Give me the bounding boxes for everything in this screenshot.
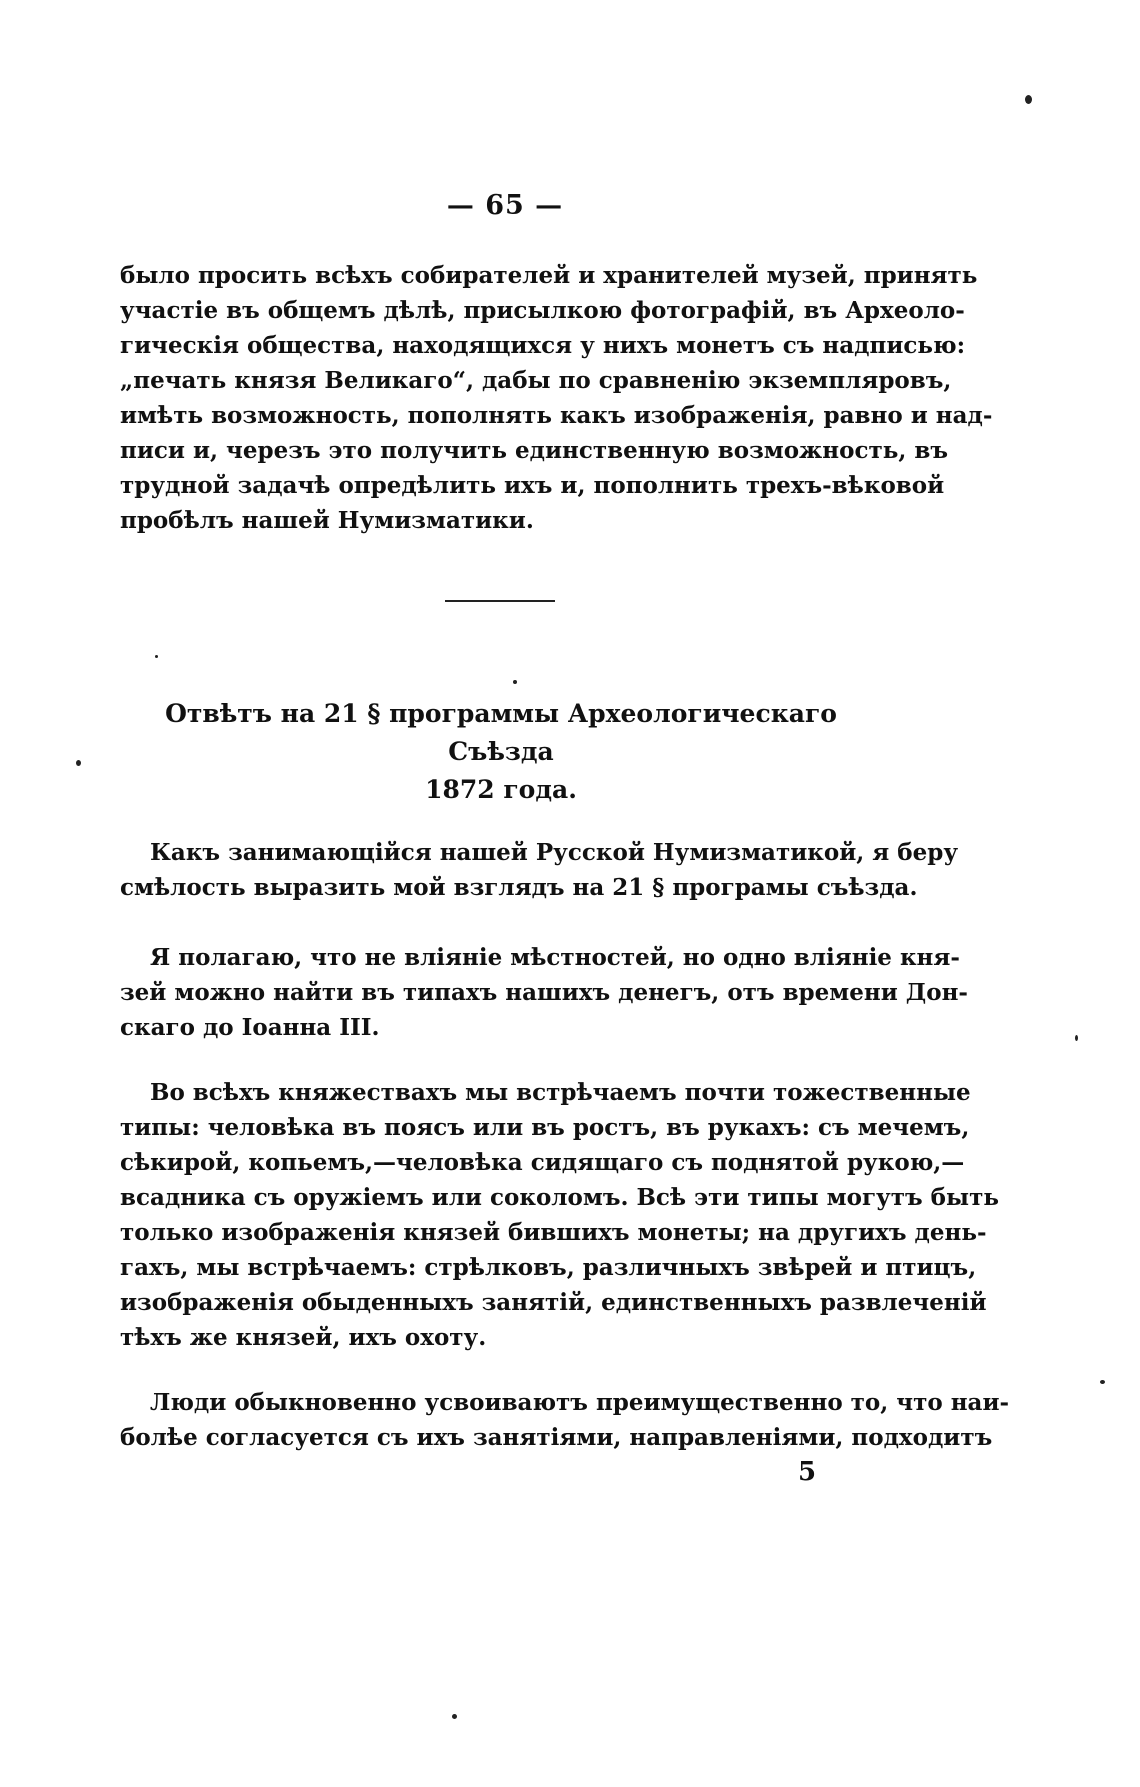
heading-line: 1872 года. — [425, 775, 577, 804]
scan-speck — [452, 1714, 457, 1719]
text-line: Я полагаю, что не вліяніе мѣстностей, но одно вліяніе кня- — [150, 944, 960, 971]
text-line: пробѣлъ нашей Нумизматики. — [120, 507, 534, 534]
page-number: — 65 — — [446, 190, 564, 221]
text-line: „печать князя Великаго“, дабы по сравненію экземпляровъ, — [120, 367, 952, 394]
text-line: зей можно найти въ типахъ нашихъ денегъ, отъ времени Дон- — [120, 979, 968, 1006]
text-line: гахъ, мы встрѣчаемъ: стрѣлковъ, различныхъ звѣрей и птицъ, — [120, 1254, 977, 1281]
paragraph — [120, 835, 959, 905]
text-line: Во всѣхъ княжествахъ мы встрѣчаемъ почти тожественные — [150, 1079, 971, 1106]
signature-mark: 5 — [798, 1457, 817, 1487]
text-line: скаго до Іоанна III. — [120, 1014, 380, 1041]
text-line: только изображенія князей бившихъ монеты; на другихъ день- — [120, 1219, 987, 1246]
scan-speck — [1025, 95, 1032, 104]
text-line: Какъ занимающійся нашей Русской Нумизматикой, я беру — [150, 839, 959, 866]
text-line: тѣхъ же князей, ихъ охоту. — [120, 1324, 487, 1351]
scan-speck — [76, 760, 81, 766]
text-line: имѣть возможность, пополнять какъ изображенія, равно и над- — [120, 402, 993, 429]
scan-speck — [1075, 1035, 1078, 1041]
text-line: Люди обыкновенно усвоиваютъ преимущественно то, что наи- — [150, 1389, 1010, 1416]
paragraph — [120, 1075, 999, 1355]
text-line: изображенія обыденныхъ занятій, единственныхъ развлеченій — [120, 1289, 987, 1316]
text-line: типы: человѣка въ поясъ или въ ростъ, въ рукахъ: съ мечемъ, — [120, 1114, 970, 1141]
text-line: смѣлость выразить мой взглядъ на 21 § програмы съѣзда. — [120, 874, 918, 901]
text-line: сѣкирой, копьемъ,—человѣка сидящаго съ поднятой рукою,— — [120, 1149, 965, 1176]
text-line: писи и, черезъ это получить единственную возможность, въ — [120, 437, 948, 464]
scan-speck — [513, 680, 517, 684]
scan-speck — [155, 655, 158, 658]
scan-speck — [1100, 1380, 1105, 1384]
text-line: участіе въ общемъ дѣлѣ, присылкою фотографій, въ Археоло- — [120, 297, 965, 324]
text-line: всадника съ оружіемъ или соколомъ. Всѣ эти типы могутъ быть — [120, 1184, 999, 1211]
section-divider — [445, 600, 555, 602]
section-heading — [120, 695, 882, 809]
heading-line: Отвѣтъ на 21 § программы Археологическаго Съѣзда — [165, 699, 837, 766]
paragraph — [120, 1385, 1010, 1455]
text-line: болѣе согласуется съ ихъ занятіями, направленіями, подходитъ — [120, 1424, 993, 1451]
paragraph-continuation — [120, 258, 993, 538]
text-line: гическія общества, находящихся у нихъ монетъ съ надписью: — [120, 332, 966, 359]
text-line: трудной задачѣ опредѣлить ихъ и, пополнить трехъ-вѣковой — [120, 472, 945, 499]
paragraph — [120, 940, 968, 1045]
text-line: было просить всѣхъ собирателей и хранителей музей, принять — [120, 262, 978, 289]
